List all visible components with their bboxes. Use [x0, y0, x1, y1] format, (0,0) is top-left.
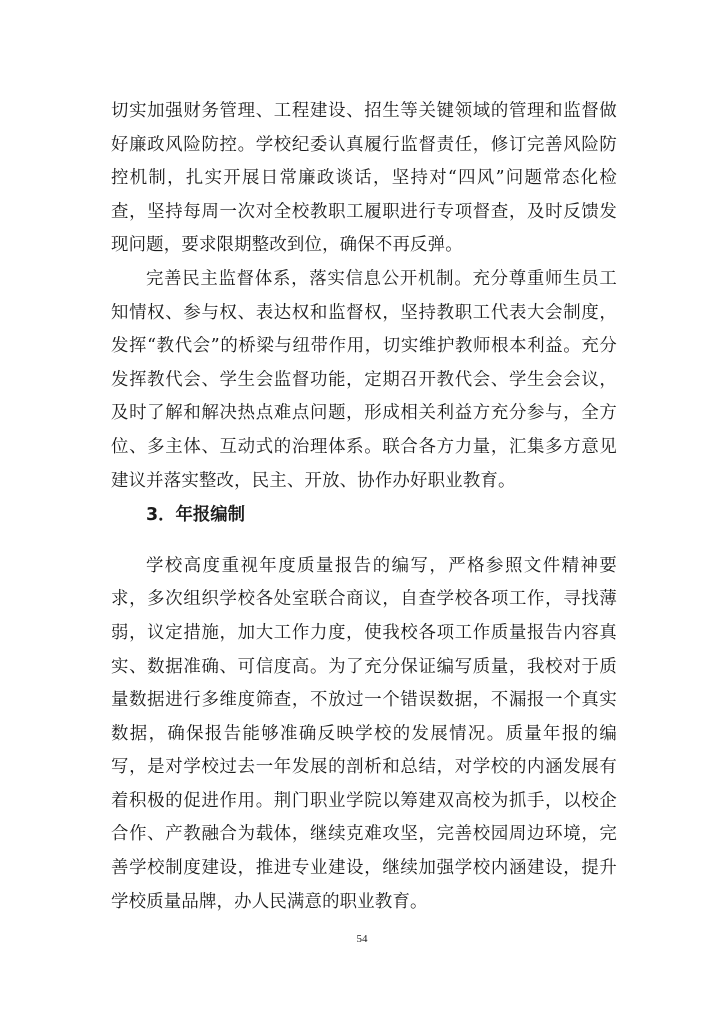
paragraph-democratic-supervision: 完善民主监督体系，落实信息公开机制。充分尊重师生员工知情权、参与权、表达权和监督权，坚持教职工代表大会制度，发挥“教代会”的桥梁与纽带作用，切实维护教师根本利益。充分发挥教代会、学生会监督功能，定期召开教代会、学生会会议，及时了解和解决热点难点问题，形成相关利益方充分参与，全方位、多主体、互动式的治理体系。联合各方力量，汇集多方意见建议并落实整改，民主、开放、协作办好职业教育。: [111, 268, 617, 491]
page-body: [111, 95, 617, 919]
page-number: 54: [356, 933, 368, 945]
paragraph-annual-report: 学校高度重视年度质量报告的编写，严格参照文件精神要求，多次组织学校各处室联合商议，自查学校各项工作，寻找薄弱，议定措施，加大工作力度，使我校各项工作质量报告内容真实、数据准确、可信度高。为了充分保证编写质量，我校对于质量数据进行多维度筛查，不放过一个错误数据，不漏报一个真实数据，确保报告能够准确反映学校的发展情况。质量年报的编写，是对学校过去一年发展的剖析和总结，对学校的内涵发展有着积极的促进作用。荆门职业学院以筹建双高校为抓手，以校企合作、产教融合为载体，继续克难攻坚，完善校园周边环境，完善学校制度建设，推进专业建设，继续加强学校内涵建设，提升学校质量品牌，办人民满意的职业教育。: [111, 555, 617, 912]
paragraph-risk-control: 切实加强财务管理、工程建设、招生等关键领域的管理和监督做好廉政风险防控。学校纪委认真履行监督责任，修订完善风险防控机制，扎实开展日常廉政谈话，坚持对“四风”问题常态化检查，坚持每周一次对全校教职工履职进行专项督查，及时反馈发现问题，要求限期整改到位，确保不再反弹。: [111, 101, 617, 256]
section-heading: 3．年报编制: [146, 505, 246, 526]
